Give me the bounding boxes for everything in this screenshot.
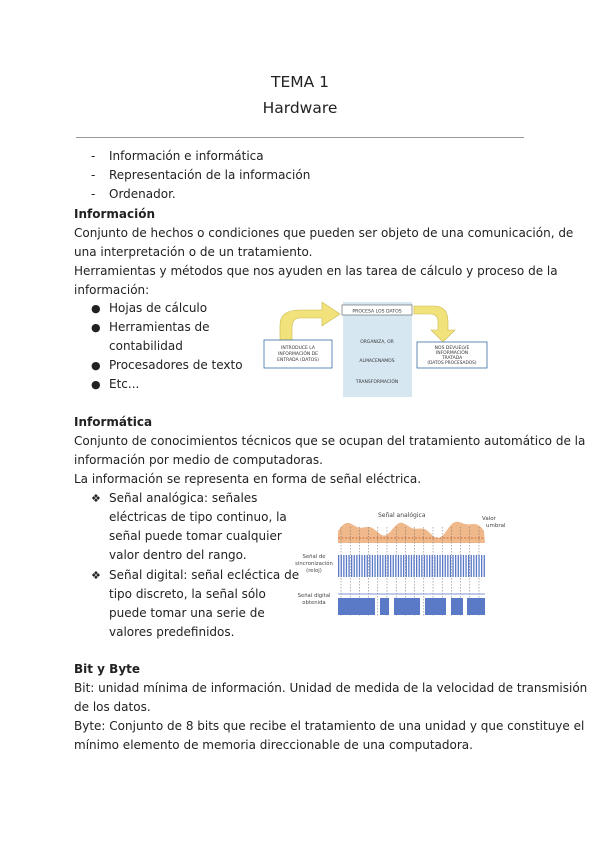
paragraph-line: de los datos. bbox=[74, 700, 151, 714]
clock-pulse bbox=[445, 555, 446, 577]
clock-pulse bbox=[406, 555, 407, 577]
page-title: TEMA 1 bbox=[270, 73, 330, 91]
input-box-label: INTRODUCE LA bbox=[281, 346, 315, 351]
topic-item: Información e informática bbox=[109, 149, 264, 163]
output-box-label: INFORMACIÓN bbox=[435, 351, 469, 356]
clock-pulse bbox=[447, 555, 448, 577]
bullet-item: Etc... bbox=[109, 377, 140, 391]
clock-pulse bbox=[465, 555, 466, 577]
clock-pulse bbox=[369, 555, 370, 577]
clock-pulse bbox=[463, 555, 464, 577]
dash-marker: - bbox=[91, 149, 96, 163]
clock-pulse bbox=[343, 555, 344, 577]
clock-pulse bbox=[476, 555, 477, 577]
clock-pulse bbox=[382, 555, 383, 577]
dash-marker: - bbox=[91, 168, 96, 182]
input-box-label: INFORMACIÓN DE bbox=[278, 352, 318, 357]
clock-pulse bbox=[473, 555, 474, 577]
analog-label: Señal analógica bbox=[378, 512, 426, 519]
output-box-label: (DATOS PROCESADOS) bbox=[427, 361, 477, 366]
clock-pulse bbox=[387, 555, 388, 577]
section-heading-informacion: Información bbox=[74, 207, 156, 221]
bullet-dot: ● bbox=[91, 359, 101, 372]
clock-pulse bbox=[341, 555, 342, 577]
clock-pulse bbox=[356, 555, 357, 577]
paragraph-line: una interpretación o de un tratamiento. bbox=[74, 245, 313, 259]
center-label: ALMACENAMOS bbox=[359, 359, 395, 364]
clock-signal bbox=[338, 555, 485, 577]
digital-pulse bbox=[425, 598, 446, 615]
sync-label: sincronización bbox=[295, 561, 333, 567]
bullet-item: Herramientas de bbox=[109, 320, 210, 334]
paragraph-line: Bit: unidad mínima de información. Unidad de medida de la velocidad de transmisión bbox=[74, 681, 588, 695]
sync-label: Señal de bbox=[302, 554, 326, 560]
signal-item-line: Señal digital: señal ecléctica de bbox=[109, 568, 300, 582]
paragraph-line: mínimo elemento de memoria direccionable de una computadora. bbox=[74, 738, 473, 752]
clock-pulse bbox=[437, 555, 438, 577]
analog-signal-area bbox=[338, 522, 485, 543]
clock-pulse bbox=[395, 555, 396, 577]
paragraph-line: información: bbox=[74, 283, 150, 297]
clock-pulse bbox=[442, 555, 443, 577]
clock-pulse bbox=[398, 555, 399, 577]
clock-pulse bbox=[359, 555, 360, 577]
digital-signal bbox=[338, 598, 485, 615]
section-heading-bits: Bit y Byte bbox=[74, 662, 141, 676]
bullet-item-continued: contabilidad bbox=[109, 339, 183, 353]
clock-pulse bbox=[361, 555, 362, 577]
bullet-dot: ● bbox=[91, 378, 101, 391]
signal-item-line: valor dentro del rango. bbox=[109, 548, 247, 562]
digital-pulse bbox=[394, 598, 420, 615]
clock-pulse bbox=[413, 555, 414, 577]
digital-label: obtenida bbox=[302, 600, 326, 606]
clock-pulse bbox=[421, 555, 422, 577]
output-box-label: TRATADA bbox=[441, 356, 463, 361]
arrow-out-icon bbox=[414, 306, 455, 342]
signal-item-line: Señal analógica: señales bbox=[109, 491, 258, 505]
clock-pulse bbox=[455, 555, 456, 577]
digital-pulse bbox=[338, 598, 375, 615]
clock-pulse bbox=[374, 555, 375, 577]
page-subtitle: Hardware bbox=[262, 99, 338, 117]
clock-pulse bbox=[484, 555, 485, 577]
signal-item-line: eléctricas de tipo continuo, la bbox=[109, 510, 287, 524]
paragraph-line: Herramientas y métodos que nos ayuden en las tarea de cálculo y proceso de la bbox=[74, 264, 558, 278]
clock-pulse bbox=[367, 555, 368, 577]
clock-pulse bbox=[426, 555, 427, 577]
clock-pulse bbox=[400, 555, 401, 577]
clock-pulse bbox=[377, 555, 378, 577]
clock-pulse bbox=[481, 555, 482, 577]
clock-pulse bbox=[416, 555, 417, 577]
paragraph-line: Byte: Conjunto de 8 bits que recibe el tratamiento de una unidad y que constituye el bbox=[74, 719, 585, 733]
diamond-bullet-icon: ❖ bbox=[91, 492, 101, 505]
dash-marker: - bbox=[91, 187, 96, 201]
title-divider bbox=[76, 137, 524, 138]
bullet-item: Procesadores de texto bbox=[109, 358, 243, 372]
signal-item-line: valores predefinidos. bbox=[109, 625, 235, 639]
sync-label: (reloj) bbox=[306, 568, 322, 574]
clock-pulse bbox=[419, 555, 420, 577]
arrow-in-icon bbox=[280, 302, 340, 340]
digital-pulse bbox=[380, 598, 389, 615]
clock-pulse bbox=[471, 555, 472, 577]
signal-item-line: puede tomar una serie de bbox=[109, 606, 265, 620]
threshold-label: umbral bbox=[486, 523, 506, 529]
digital-pulse bbox=[467, 598, 485, 615]
clock-pulse bbox=[364, 555, 365, 577]
clock-pulse bbox=[424, 555, 425, 577]
clock-pulse bbox=[434, 555, 435, 577]
clock-pulse bbox=[351, 555, 352, 577]
clock-pulse bbox=[403, 555, 404, 577]
paragraph-line: Conjunto de conocimientos técnicos que se ocupan del tratamiento automático de la bbox=[74, 434, 586, 448]
clock-pulse bbox=[372, 555, 373, 577]
clock-pulse bbox=[348, 555, 349, 577]
clock-pulse bbox=[385, 555, 386, 577]
center-label: TRANSFORMACIÓN bbox=[355, 380, 399, 385]
processing-diagram bbox=[262, 300, 502, 400]
clock-pulse bbox=[408, 555, 409, 577]
bullet-dot: ● bbox=[91, 321, 101, 334]
paragraph-line: Conjunto de hechos o condiciones que pueden ser objeto de una comunicación, de bbox=[74, 226, 574, 240]
clock-pulse bbox=[390, 555, 391, 577]
clock-pulse bbox=[452, 555, 453, 577]
output-box-label: NOS DEVUELVE bbox=[434, 346, 470, 351]
signal-diagram bbox=[290, 503, 512, 625]
clock-pulse bbox=[460, 555, 461, 577]
clock-pulse bbox=[478, 555, 479, 577]
clock-pulse bbox=[439, 555, 440, 577]
digital-pulse bbox=[451, 598, 463, 615]
topic-item: Ordenador. bbox=[109, 187, 176, 201]
paragraph-line: información por medio de computadoras. bbox=[74, 453, 323, 467]
clock-pulse bbox=[346, 555, 347, 577]
signal-item-line: tipo discreto, la señal sólo bbox=[109, 587, 266, 601]
bullet-item: Hojas de cálculo bbox=[109, 301, 208, 315]
input-box-label: ENTRADA (DATOS) bbox=[277, 358, 319, 363]
top-box-label: PROCESA LOS DATOS bbox=[352, 309, 402, 315]
paragraph-line: La información se representa en forma de señal eléctrica. bbox=[74, 472, 422, 486]
clock-pulse bbox=[429, 555, 430, 577]
clock-pulse bbox=[354, 555, 355, 577]
clock-pulse bbox=[468, 555, 469, 577]
clock-pulse bbox=[411, 555, 412, 577]
bullet-dot: ● bbox=[91, 302, 101, 315]
clock-pulse bbox=[393, 555, 394, 577]
clock-pulse bbox=[338, 555, 339, 577]
diamond-bullet-icon: ❖ bbox=[91, 569, 101, 582]
section-heading-informatica: Informática bbox=[74, 415, 153, 429]
threshold-label: Valor bbox=[482, 516, 496, 522]
clock-pulse bbox=[450, 555, 451, 577]
signal-item-line: señal puede tomar cualquier bbox=[109, 529, 282, 543]
clock-pulse bbox=[432, 555, 433, 577]
topic-item: Representación de la información bbox=[109, 168, 311, 182]
clock-pulse bbox=[380, 555, 381, 577]
digital-label: Señal digital bbox=[297, 593, 331, 599]
center-label: ORGANIZA, OR bbox=[360, 340, 394, 345]
clock-pulse bbox=[458, 555, 459, 577]
